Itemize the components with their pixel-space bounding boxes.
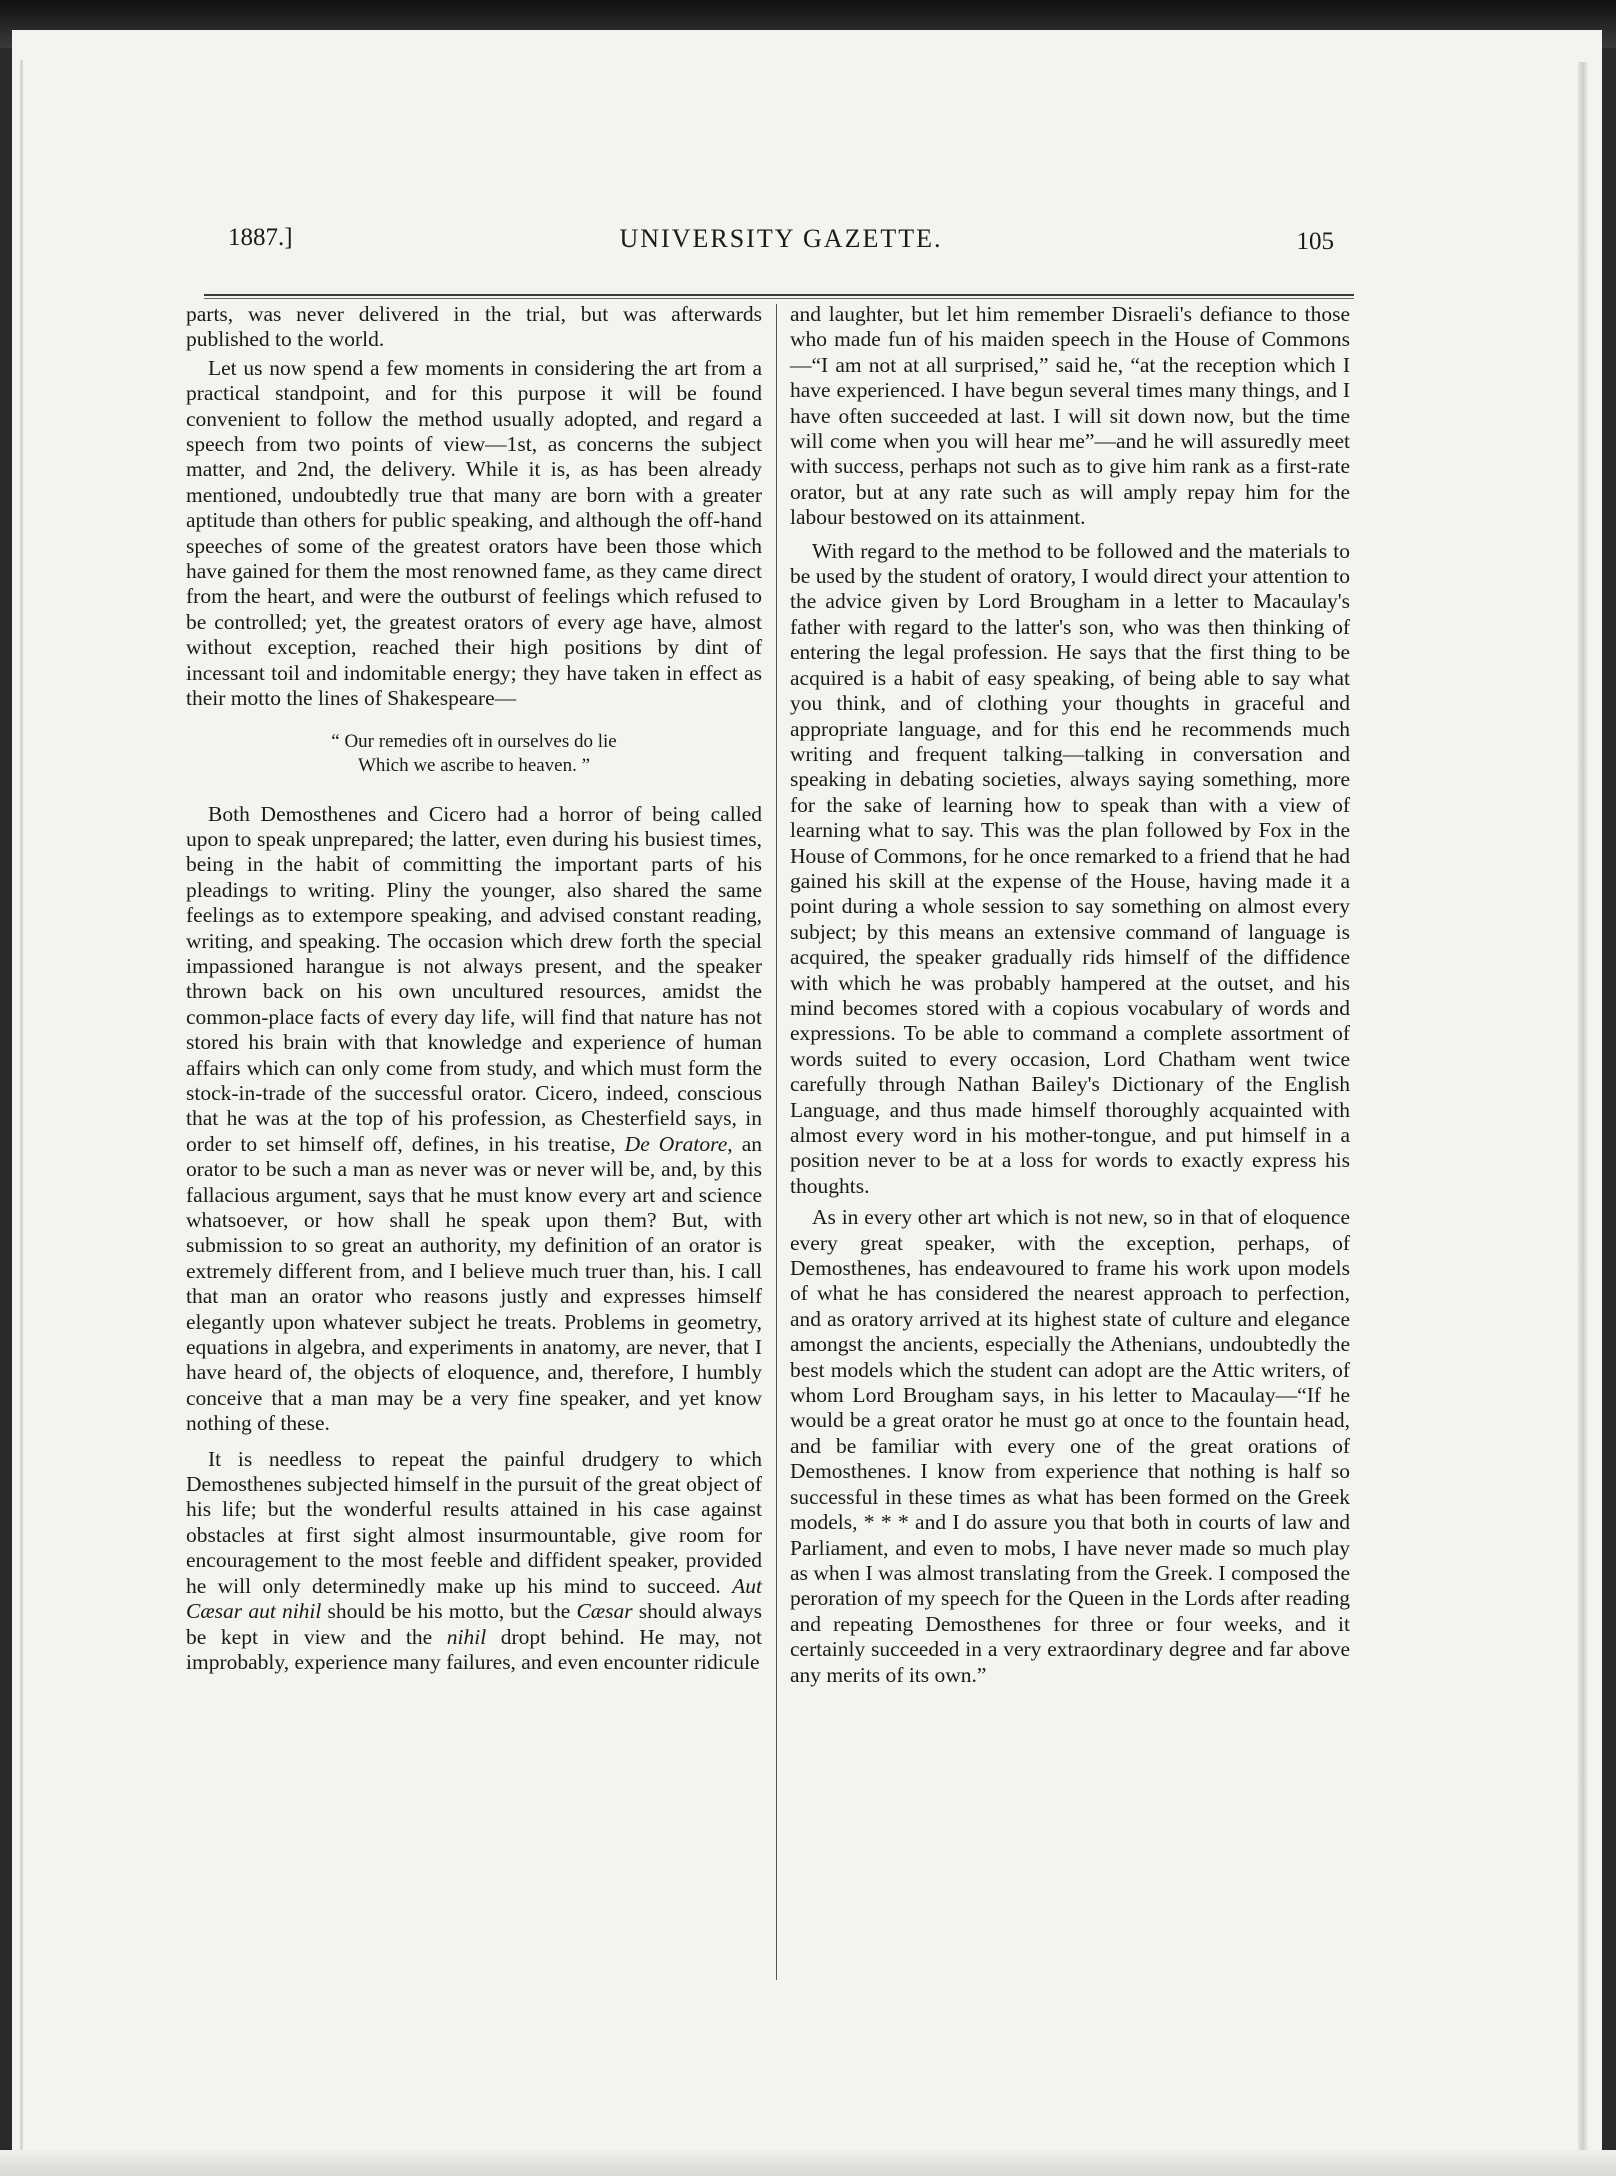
paragraph xyxy=(186,1447,762,1676)
quote-line: “ Our remedies oft in ourselves do lie xyxy=(331,730,617,752)
header-rule xyxy=(204,294,1354,296)
running-header xyxy=(228,224,1334,284)
paragraph-text: dropt behind. He may, not improbably, experience many failures, and even encounter ridicule xyxy=(186,1624,762,1674)
paragraph: As in every other art which is not new, so in that of eloquence every great speaker, with the exception, perhaps, of Demosthenes, has endeavoured to frame his work upon models of what he has considered the nearest approach to perfection, and as oratory arrived at its highest state of culture and elegance amongst the ancients, especially the Athenians, undoubtedly the best models which the student can adopt are the Attic writers, of whom Lord Brougham says, in his letter to Macaulay—“If he would be a great orator he must go at once to the fountain head, and be familiar with every one of the great orations of Demosthenes. I know from experience that nothing is half so successful in these times as what has been formed on the Greek models, * * * and I do assure you that both in courts of law and Parliament, and even to mobs, I have never made so much play as when I was almost translating from the Greek. I composed the peroration of my speech for the Queen in the Lords after reading and repeating Demosthenes for three or four weeks, and it certainly succeeded in a very extraordinary degree and far above any merits of its own.” xyxy=(790,1205,1350,1687)
page-edge-right xyxy=(1578,62,1588,2176)
italic-word: nihil xyxy=(446,1624,487,1649)
column-divider xyxy=(776,304,777,1980)
paragraph-text: should always be kept in view and the xyxy=(186,1599,762,1649)
italic-word: Cæsar xyxy=(576,1599,633,1624)
right-column xyxy=(790,302,1350,1688)
quote-line: Which we ascribe to heaven. ” xyxy=(357,754,591,776)
left-column xyxy=(186,302,762,1675)
paragraph-text: , an orator to be such a man as never was or never will be, and, by this fallacious argument, says that he must know every art and science whatsoever, or how shall he speak upon them? But, with submission to so great an authority, my definition of an orator is extremely different from, and I believe much truer than, his. I call that man an orator who reasons justly and expresses himself elegantly upon whatever subject he treats. Problems in geometry, equations in algebra, and experiments in anatomy, are never, that I have heard of, the objects of eloquence, and, therefore, I humbly conceive that a man may be a very fine speaker, and yet know nothing of these. xyxy=(186,1131,762,1436)
paragraph-text: Both Demosthenes and Cicero had a horror of being called upon to speak unprepared; the latter, even during his busiest times, being in the habit of committing the important parts of his pleadings to writing. Pliny the younger, also shared the same feelings as to extempore speaking, and advised constant reading, writing, and speaking. The occasion which drew forth the special impassioned harangue is not always present, and the speaker thrown back on his own uncultured resources, amidst the common-place facts of every day life, will find that nature has not stored his brain with that knowledge and experience of human affairs which can only come from study, and which must form the stock-in-trade of the successful orator. Cicero, indeed, conscious that he was at the top of his profession, as Chesterfield says, in order to set himself off, defines, in his treatise, xyxy=(186,801,762,1156)
italic-title: De Oratore xyxy=(624,1131,728,1156)
paragraph: and laughter, but let him remember Disraeli's defiance to those who made fun of his maiden speech in the House of Commons—“I am not at all surprised,” said he, “at the reception which I have experienced. I have begun several times many things, and I have often succeeded at last. I will sit down now, but the time will come when you will hear me”—and he will assuredly meet with success, perhaps not such as to give him rank as a first-rate orator, but at any rate such as will amply repay him for the labour bestowed on its attainment. xyxy=(790,302,1350,530)
header-year: 1887.] xyxy=(228,224,293,251)
paragraph: With regard to the method to be followed and the materials to be used by the student of oratory, I would direct your attention to the advice given by Lord Brougham in a letter to Macaulay's father with regard to the latter's son, who was then thinking of entering the legal profession. He says that the first thing to be acquired is a habit of easy speaking, of being able to say what you think, and of clothing your thoughts in graceful and appropriate language, and for this end he recommends much writing and frequent talking—talking in conversation and speaking in debating societies, always saying something, more for the sake of learning how to speak than with a view of learning what to say. This was the plan followed by Fox in the House of Commons, for he once remarked to a friend that he had gained his skill at the expense of the House, having made it a point during a whole session to say something on almost every subject; by this means an extensive command of language is acquired, the speaker gradually rids himself of the diffidence with which he was probably hampered at the outset, and his mind becomes stored with a copious vocabulary of words and expressions. To be able to command a complete assortment of words suited to every occasion, Lord Chatham went twice carefully through Nathan Bailey's Dictionary of the English Language, and thus made himself thoroughly acquainted with almost every word in his mother-tongue, and put himself in a position never to be at a loss for words to exactly express his thoughts. xyxy=(790,538,1350,1198)
italic-motto: Aut Cæsar aut nihil xyxy=(186,1573,762,1624)
paragraph: parts, was never delivered in the trial, but was afterwards published to the world. xyxy=(186,302,762,352)
scan-border-bottom xyxy=(0,2150,1616,2176)
paragraph-text: should be his motto, but the xyxy=(321,1599,577,1624)
page-edge-left xyxy=(20,60,23,2160)
journal-title: UNIVERSITY GAZETTE. xyxy=(619,224,943,253)
page-number: 105 xyxy=(1296,228,1334,255)
shakespeare-quote xyxy=(186,730,762,778)
paragraph-text: It is needless to repeat the painful drudgery to which Demosthenes subjected himself in the pursuit of the great object of his life; but the wonderful results attained in his case against obstacles at first sight almost insurmountable, give room for encouragement to the most feeble and diffident speaker, provided he will only determinedly make up his mind to succeed. xyxy=(186,1446,762,1598)
header-rule-thin xyxy=(204,298,1354,299)
paragraph: Let us now spend a few moments in considering the art from a practical standpoint, and for this purpose it will be found convenient to follow the method usually adopted, and regard a speech from two points of view—1st, as concerns the subject matter, and 2nd, the delivery. While it is, as has been already mentioned, undoubtedly true that many are born with a greater aptitude than others for public speaking, and although the off-hand speeches of some of the greatest orators have been those which have gained for them the most renowned fame, as they came direct from the heart, and were the outburst of feelings which refused to be controlled; yet, the greatest orators of every age have, almost without exception, reached their high positions by dint of incessant toil and indomitable energy; they have taken in effect as their motto the lines of Shakespeare— xyxy=(186,355,762,711)
paragraph xyxy=(186,802,762,1437)
